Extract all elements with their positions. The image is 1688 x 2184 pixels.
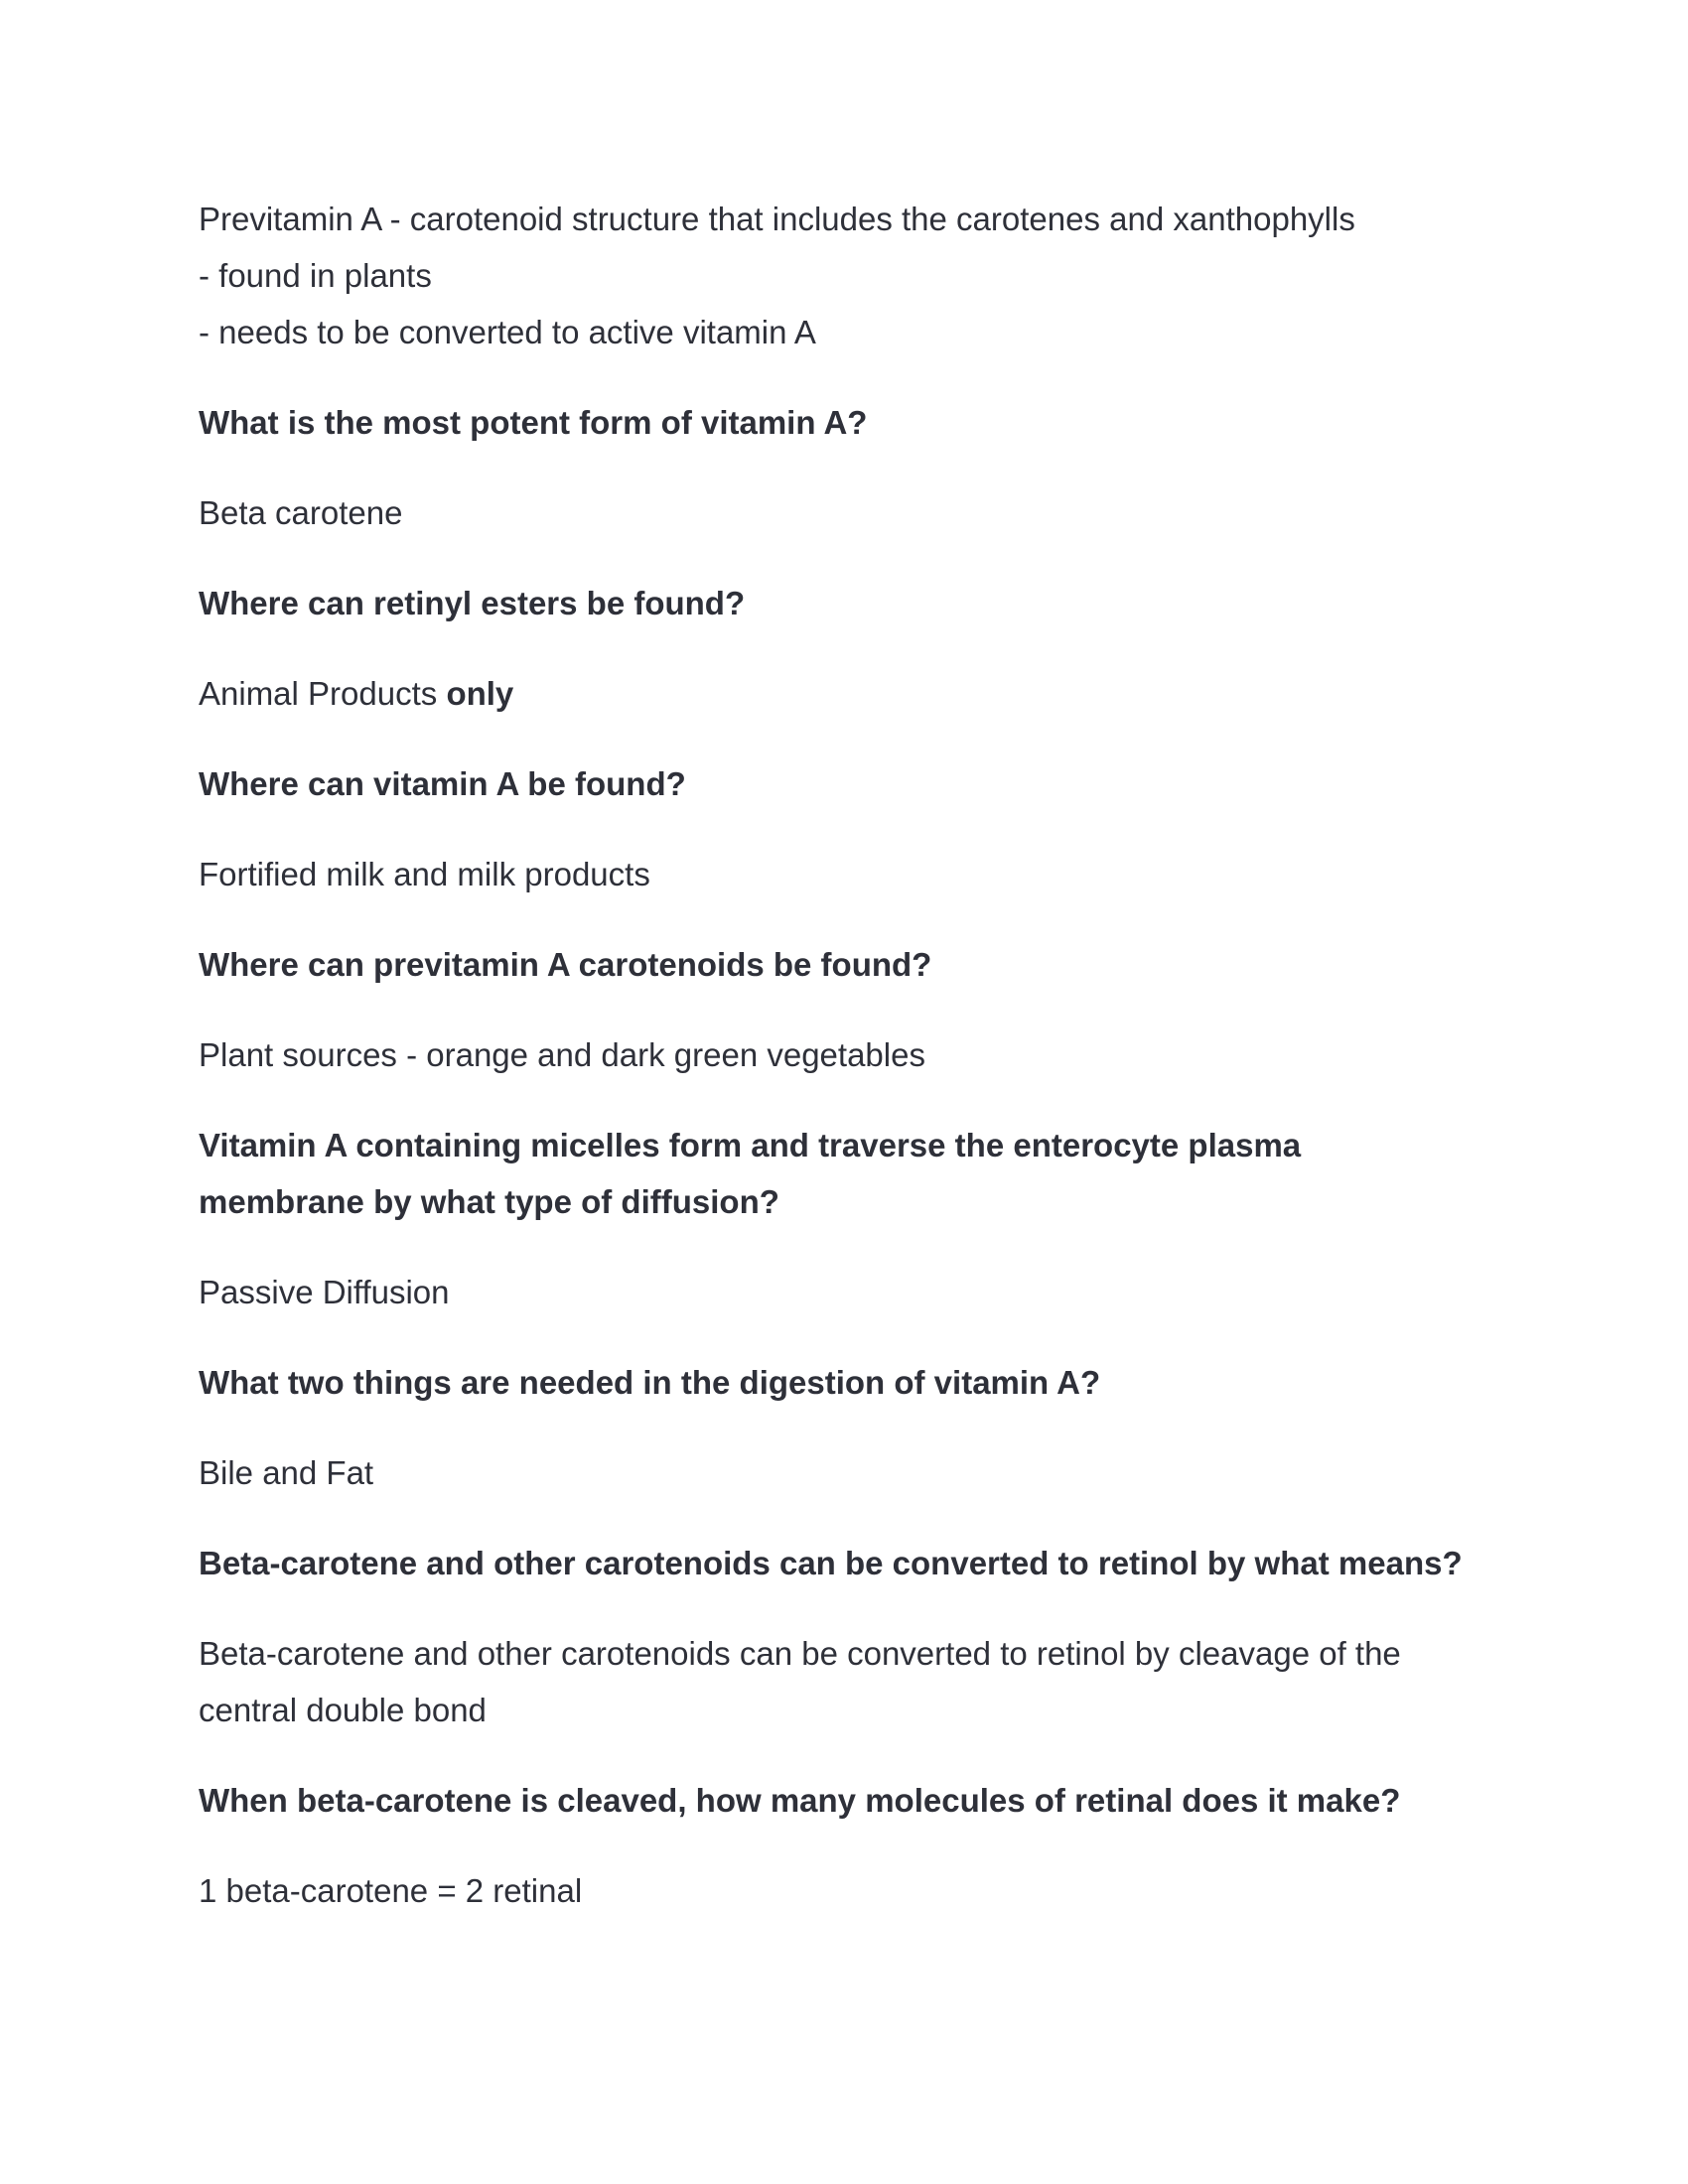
document-page [199,191,1509,1919]
intro-block [199,191,1509,360]
question-text: Where can retinyl esters be found? [199,585,746,621]
answer-text: 1 beta-carotene = 2 retinal [199,1872,583,1909]
intro-line: - found in plants [199,257,432,294]
intro-line: - needs to be converted to active vitamin A [199,314,816,350]
answer-text: Beta-carotene and other carotenoids can be converted to retinol by cleavage of the central double bond [199,1635,1401,1728]
question-text: What two things are needed in the digestion of vitamin A? [199,1364,1101,1401]
intro-line: Previtamin A - carotenoid structure that includes the carotenes and xanthophylls [199,201,1355,237]
answer-text: Beta carotene [199,494,403,531]
question-text: When beta-carotene is cleaved, how many molecules of retinal does it make? [199,1782,1401,1819]
question-text: What is the most potent form of vitamin A? [199,404,868,441]
answer-plain: Animal Products [199,675,447,712]
question-text: Beta-carotene and other carotenoids can be converted to retinol by what means? [199,1545,1463,1581]
answer-text: Bile and Fat [199,1454,374,1491]
question-text: Where can previtamin A carotenoids be found? [199,946,932,983]
question-text: Vitamin A containing micelles form and traverse the enterocyte plasma membrane by what type of diffusion? [199,1127,1302,1220]
answer-text: Fortified milk and milk products [199,856,650,892]
answer-text [199,665,1509,722]
answer-text: Plant sources - orange and dark green vegetables [199,1036,925,1073]
answer-emphasis: only [446,675,514,712]
answer-text: Passive Diffusion [199,1274,450,1310]
question-text: Where can vitamin A be found? [199,765,686,802]
